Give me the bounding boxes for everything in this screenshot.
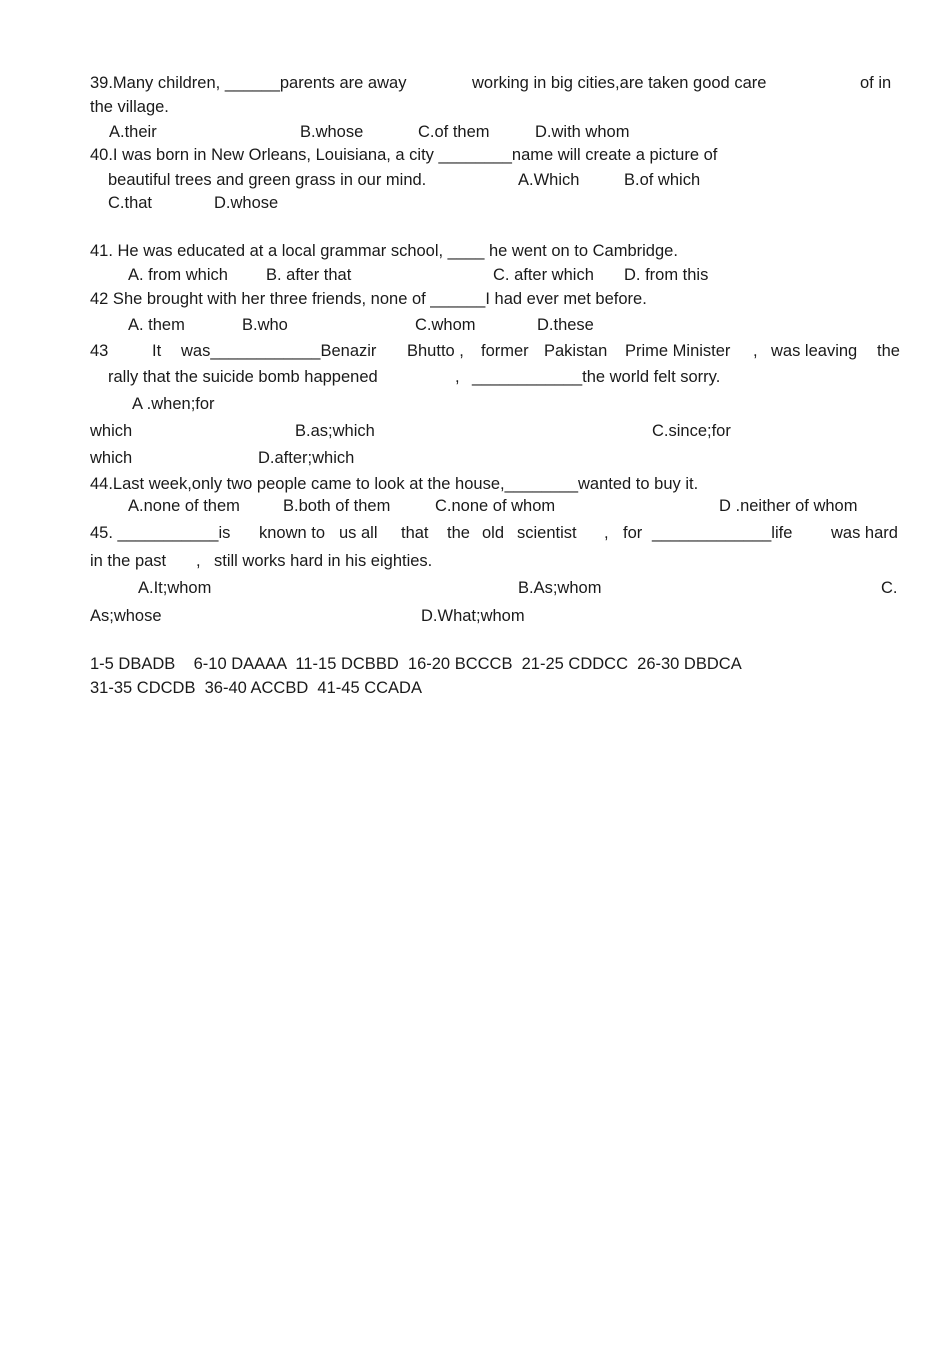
q43-option-b: B.as;which bbox=[295, 422, 375, 440]
q45-word: was hard bbox=[831, 524, 898, 542]
q44-option-c: C.none of whom bbox=[435, 497, 556, 515]
q39-stem-line2: the village. bbox=[90, 98, 169, 116]
answer-key-line2: 31-35 CDCDB 36-40 ACCBD 41-45 CCADA bbox=[90, 679, 422, 697]
q45-option-a: A.It;whom bbox=[138, 579, 212, 597]
q45-word: known to bbox=[259, 524, 326, 542]
q40-stem-line1: 40.I was born in New Orleans, Louisiana, a city ________name will create a picture of bbox=[90, 146, 718, 164]
q43-word: Bhutto , bbox=[407, 342, 464, 360]
q39-option-b: B.whose bbox=[300, 123, 364, 141]
q43-word: Prime Minister bbox=[625, 342, 731, 360]
q45-stem-line2-part2: , bbox=[196, 552, 201, 570]
q41-option-d: D. from this bbox=[624, 266, 709, 284]
q40-option-a: A.Which bbox=[518, 171, 580, 189]
q44-option-a: A.none of them bbox=[128, 497, 240, 515]
q39-stem-part3: of in bbox=[860, 74, 892, 92]
q45-option-b: B.As;whom bbox=[518, 579, 602, 597]
q43-word: was____________Benazir bbox=[181, 342, 377, 360]
q43-option-d: D.after;which bbox=[258, 449, 355, 467]
q41-option-c: C. after which bbox=[493, 266, 594, 284]
q43-word: former bbox=[481, 342, 529, 360]
answer-key-line1: 1-5 DBADB 6-10 DAAAA 11-15 DCBBD 16-20 BCCCB 21-25 CDDCC 26-30 DBDCA bbox=[90, 655, 742, 673]
q44-option-d: D .neither of whom bbox=[719, 497, 858, 515]
q45-word: , bbox=[604, 524, 609, 542]
q43-option-c: C.since;for bbox=[652, 422, 731, 440]
q39-option-c: C.of them bbox=[418, 123, 490, 141]
q43-option-a: A .when;for bbox=[132, 395, 215, 413]
q43-word: Pakistan bbox=[544, 342, 608, 360]
q42-option-a: A. them bbox=[128, 316, 185, 334]
q45-word: us all bbox=[339, 524, 378, 542]
q39-option-a: A.their bbox=[109, 123, 157, 141]
q45-option-c-cont: As;whose bbox=[90, 607, 162, 625]
q41-option-a: A. from which bbox=[128, 266, 228, 284]
q43-stem-line2-part1: rally that the suicide bomb happened bbox=[108, 368, 378, 386]
q42-stem: 42 She brought with her three friends, none of ______I had ever met before. bbox=[90, 290, 647, 308]
q40-option-d: D.whose bbox=[214, 194, 279, 212]
q43-option-c-cont: which bbox=[90, 449, 133, 467]
q40-option-b: B.of which bbox=[624, 171, 701, 189]
q45-word: scientist bbox=[517, 524, 577, 542]
q42-option-b: B.who bbox=[242, 316, 288, 334]
q43-stem-line2-part3: ____________the world felt sorry. bbox=[472, 368, 721, 386]
q44-stem: 44.Last week,only two people came to look at the house,________wanted to buy it. bbox=[90, 475, 699, 493]
q39-stem-part2: working in big cities,are taken good care bbox=[472, 74, 767, 92]
q45-word: _____________life bbox=[652, 524, 793, 542]
q45-word: for bbox=[623, 524, 643, 542]
q43-word: was leaving bbox=[771, 342, 858, 360]
q45-option-c: C. bbox=[881, 579, 898, 597]
q40-option-c: C.that bbox=[108, 194, 153, 212]
q41-stem: 41. He was educated at a local grammar school, ____ he went on to Cambridge. bbox=[90, 242, 678, 260]
q45-option-d: D.What;whom bbox=[421, 607, 525, 625]
q45-word: that bbox=[401, 524, 429, 542]
q45-word: old bbox=[482, 524, 505, 542]
q39-option-d: D.with whom bbox=[535, 123, 630, 141]
q43-word: It bbox=[152, 342, 162, 360]
q45-stem-line2-part1: in the past bbox=[90, 552, 167, 570]
q43-number: 43 bbox=[90, 342, 109, 360]
q43-word: the bbox=[877, 342, 900, 360]
q44-option-b: B.both of them bbox=[283, 497, 391, 515]
q43-option-a-cont: which bbox=[90, 422, 133, 440]
q41-option-b: B. after that bbox=[266, 266, 352, 284]
q42-option-d: D.these bbox=[537, 316, 594, 334]
q42-option-c: C.whom bbox=[415, 316, 476, 334]
q40-stem-line2: beautiful trees and green grass in our mind. bbox=[108, 171, 427, 189]
q43-word: , bbox=[753, 342, 758, 360]
q39-stem-part1: 39.Many children, ______parents are away bbox=[90, 74, 407, 92]
q43-stem-line2-part2: , bbox=[455, 368, 460, 386]
q45-word: 45. ___________is bbox=[90, 524, 231, 542]
q45-word: the bbox=[447, 524, 470, 542]
q45-stem-line2-part3: still works hard in his eighties. bbox=[214, 552, 433, 570]
